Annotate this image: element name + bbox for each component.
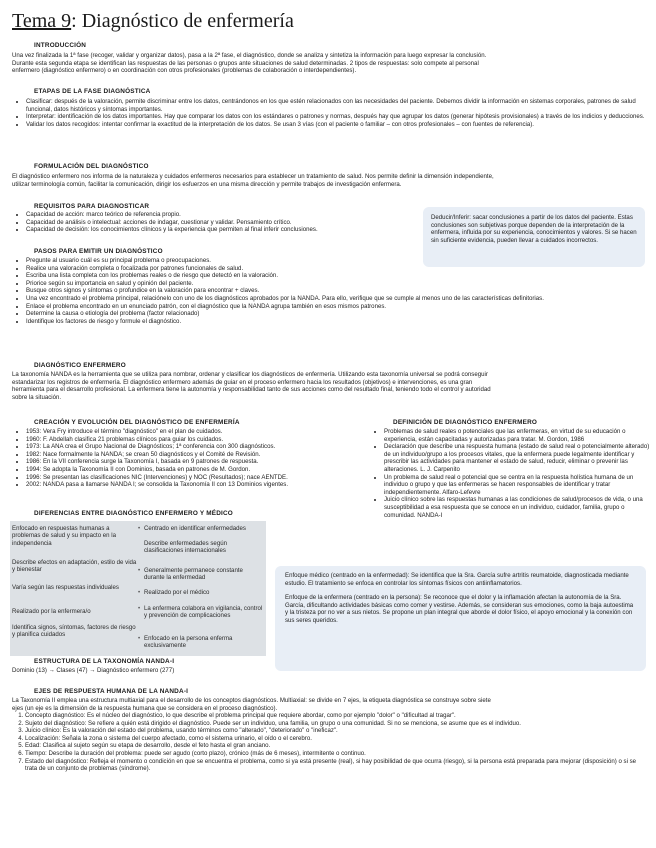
diff-left-3: Varía según las respuestas individuales — [12, 584, 119, 591]
ejes-intro-1: La Taxonomía II emplea una estructura multiaxial para el desarrollo de los conceptos diagnósticos. Multiaxial: se divide en 7 ejes, la etiqueta diagnóstica se construye sobre siete — [12, 697, 491, 704]
list-item: • 1994: Se adopta la Taxonomía II con Dominios, basada en patrones de M. Gordon. — [26, 466, 378, 474]
list-item: • Capacidad de decisión: los conocimientos clínicos y la experiencia que permiten al final inferir conclusiones. — [26, 226, 426, 234]
enfoque-medico: Enfoque médico (centrado en la enfermedad): Se identifica que la Sra. García sufre artritis reumatoide, diagnosticada mediante estudio. El tratamiento se enfoca en controlar los síntomas físicos con antiinflamatorios. — [285, 572, 629, 587]
requisitos-heading: REQUISITOS PARA DIAGNOSTICAR — [34, 203, 150, 210]
diff-arrow: • — [138, 525, 141, 532]
list-item: 6. Tiempo: Describe la duración del problema: puede ser agudo (corto plazo), crónico (más de 6 meses), intermitente o continuo. — [25, 750, 645, 758]
pasos-heading: PASOS PARA EMITIR UN DIAGNÓSTICO — [34, 248, 163, 255]
nanda-line-1: La taxonomía NANDA es la herramienta que se utiliza para nombrar, ordenar y clasificar los diagnósticos de enfermería. Utilizando esta taxonomía universal se podrá conseguir — [12, 371, 488, 378]
nanda-line-2: estandarizar los registros de enfermería. El diagnóstico enfermero además de guiar en el proceso enfermero hacia los resultados (objetivos) e intervenciones, es una gran — [12, 378, 473, 386]
ejes-intro-2: ejes (un eje es la dimensión de la respuesta humana que se considera en el proceso diagnóstico). — [12, 704, 278, 712]
requisitos-list — [14, 211, 426, 234]
list-item: • Pregunte al usuario cuál es su principal problema o preocupaciones. — [26, 257, 626, 265]
list-item: • 1960: F. Abdellah clasifica 21 problemas clínicos para guiar los cuidados. — [26, 436, 378, 444]
diff-right-3: Generalmente permanece constante durante la enfermedad — [144, 567, 243, 582]
list-item: • Escriba una lista completa con los problemas reales o de riesgo que detectó en la valoración. — [26, 272, 626, 280]
enfoque-enfermero: Enfoque de la enfermera (centrado en la persona): Se reconoce que el dolor y la inflamación afectan la autonomía de la Sra. García, dificultando actividades básicas como comer y vestirse. Además, se consideran sus emociones, como la baja autoestima y la tristeza por no ver a sus nietos. Se propone un plan integral que aborde el dolor físico, el apoyo emocional y la conexión con sus seres queridos. — [285, 594, 634, 624]
list-item: • Una vez encontrado el problema principal, relaciónelo con uno de los diagnósticos aprobados por la NANDA. Para ello, verifique que se cumple al menos uno de las características definitorias. — [26, 295, 626, 303]
list-item: • Juicio clínico sobre las respuestas humanas a las condiciones de salud/procesos de vida, o una susceptibilidad a esa respuesta que se conoce en un individuo, cuidador, familia, grupo o comunidad. NANDA-I — [384, 496, 656, 519]
ejes-list — [12, 712, 645, 773]
intro-heading: INTRODUCCIÓN — [34, 42, 87, 49]
creacion-list — [14, 428, 378, 489]
list-item: • 1953: Vera Fry introduce el término "diagnóstico" en el plan de cuidados. — [26, 428, 378, 436]
diff-left-5: Identifica signos, síntomas, factores de riesgo y planifica cuidados — [12, 624, 136, 639]
diff-right-2: Describe enfermedades según clasificaciones internacionales — [144, 540, 227, 555]
estructura-line: Dominio (13) → Clases (47) → Diagnóstico enfermero (277) — [12, 667, 175, 674]
intro-line-2: Durante esta segunda etapa se identifican las respuestas de las personas o grupos ante situaciones de salud determinadas. 2 tipos de respuestas: solo compete al personal — [12, 59, 479, 67]
list-item: • 1986: En la VII conferencia surge la Taxonomía I, basada en 9 patrones de respuesta. — [26, 458, 378, 466]
list-item: • Declaración que describe una respuesta humana (estado de salud real o potencialmente alterado) de un individuo/grupo a los procesos vitales, que la enfermera puede legalmente identificar y prescribir las actividades para mantener el estado de salud, reducir, eliminar o prevenir las alteraciones. L. J. Carpenito — [384, 443, 656, 473]
enfoque-box — [275, 566, 646, 671]
list-item: • Determine la causa o etiología del problema (factor relacionado) — [26, 310, 626, 318]
list-item: • Capacidad de acción: marco teórico de referencia propio. — [26, 211, 426, 219]
nanda-heading: DIAGNÓSTICO ENFERMERO — [34, 362, 126, 369]
list-item: 7. Estado del diagnóstico: Refleja el momento o condición en que se encuentra el problema, como si ya está presente (real), si hay posibilidad de que ocurra (riesgo), si la persona está preparada para mejorar (disposición) o si se trata de un conjunto de problemas (síndrome). — [25, 758, 645, 773]
list-item: • 1982: Nace formalmente la NANDA; se crean 50 diagnósticos y el Comité de Revisión. — [26, 451, 378, 459]
deducir-box: Deducir/Inferir: sacar conclusiones a partir de los datos del paciente. Estas conclusiones son subjetivas porque dependen de la interpretación de la enfermera, influida por su experiencia, conocimientos y valores. Si se hacen sin suficiente evidencia, pueden llevar a cuidados incorrectos. — [423, 207, 645, 267]
list-item: 5. Edad: Clasifica al sujeto según su etapa de desarrollo, desde el feto hasta el gran anciano. — [25, 742, 645, 750]
diff-right-4: Realizado por el médico — [144, 589, 210, 596]
differences-table — [10, 521, 266, 656]
definicion-list — [372, 428, 656, 519]
nanda-line-3: herramienta para el desarrollo profesional. La enfermera tiene la autonomía y responsabilidad tanto de sus acciones como del resultado final, teniendo todo el control y autoridad — [12, 386, 491, 394]
list-item: • Validar los datos recogidos: intentar confirmar la exactitud de la interpretación de los datos. Se usan 3 vías (con el paciente o familiar – con otros profesionales – con fuentes de referencia). — [26, 121, 656, 129]
diff-left-2: Describe efectos en adaptación, estilo de vida y bienestar — [12, 559, 137, 574]
diferencias-heading: DIFERENCIAS ENTRE DIAGNÓSTICO ENFERMERO Y MÉDICO — [34, 510, 233, 517]
title-prefix: Tema 9 — [12, 10, 72, 32]
page-title — [12, 9, 294, 33]
list-item: 3. Juicio clínico: Es la valoración del estado del problema, usando términos como "alterado", "deteriorado" o "ineficaz". — [25, 727, 645, 735]
list-item: • Busque otros signos y síntomas o profundice en la valoración para encontrar + claves. — [26, 287, 626, 295]
creacion-heading: CREACIÓN Y EVOLUCIÓN DEL DIAGNÓSTICO DE ENFERMERÍA — [34, 419, 240, 426]
diff-left-4: Realizado por la enfermera/o — [12, 608, 91, 615]
diff-left-1: Enfocado en respuestas humanas a problemas de salud y su impacto en la independencia — [12, 525, 116, 547]
definicion-heading: DEFINICIÓN DE DIAGNÓSTICO ENFERMERO — [393, 419, 538, 426]
list-item: • Capacidad de análisis o intelectual: acciones de indagar, cuestionar y validar. Pensamiento crítico. — [26, 219, 426, 227]
intro-line-3: enfermero (diagnóstico enfermero) o en coordinación con otros profesionales (problemas de colaboración o interdependientes). — [12, 67, 357, 75]
list-item: 4. Localización: Señala la zona o sistema del cuerpo afectado, como el sistema urinario, el oído o el cerebro. — [25, 735, 645, 743]
title-rest: : Diagnóstico de enfermería — [71, 10, 294, 32]
formulacion-line-2: utilizar terminología común, facilitar la comunicación, dirigir los esfuerzos en una misma dirección y permite trabajos de investigación enfermera. — [12, 180, 402, 188]
etapas-list — [14, 98, 656, 128]
list-item: • Un problema de salud real o potencial que se centra en la respuesta holística humana de un individuo o grupo y que las enfermeras se hacen responsables de identificar y tratar independientemente. Alfaro-Lefevre — [384, 474, 656, 497]
ejes-heading: EJES DE RESPUESTA HUMANA DE LA NANDA-I — [34, 688, 189, 695]
formulacion-heading: FORMULACIÓN DEL DIAGNÓSTICO — [34, 163, 149, 170]
list-item: • Identifique los factores de riesgo y formule el diagnóstico. — [26, 318, 626, 326]
list-item: • Interpretar: identificación de los datos importantes. Hay que comparar los datos con los estándares o patrones y normas, después hay que agrupar los datos (generar hipótesis provisionales) a través de los indicios y deducciones. — [26, 113, 656, 121]
nanda-line-4: sobre la situación. — [12, 393, 62, 401]
list-item: • Clasificar: después de la valoración, permite discriminar entre los datos, centrándonos en los que estén relacionados con las necesidades del paciente. Debemos dividir la información en sistemas corporales, patrones de salud funcional, datos históricos y síntomas importantes. — [26, 98, 656, 113]
list-item: 2. Sujeto del diagnóstico: Se refiere a quién está dirigido el diagnóstico. Puede ser un individuo, una familia, un grupo o una comunidad. Si no se menciona, se asume que es el individuo. — [25, 720, 645, 728]
list-item: • Problemas de salud reales o potenciales que las enfermeras, en virtud de su educación o experiencia, están capacitadas y autorizadas para tratar. M. Gordon, 1986 — [384, 428, 656, 443]
etapas-heading: ETAPAS DE LA FASE DIAGNÓSTICA — [34, 88, 151, 95]
list-item: • 1973: La ANA crea el Grupo Nacional de Diagnósticos; 1ª conferencia con 300 diagnósticos. — [26, 443, 378, 451]
intro-line-1: Una vez finalizada la 1ª fase (recoger, validar y organizar datos), pasa a la 2ª fase, el diagnóstico, donde se analiza y sintetiza la información para luego expresar la conclusión. — [12, 52, 487, 59]
pasos-list — [14, 257, 626, 325]
list-item: 1. Concepto diagnóstico: Es el núcleo del diagnóstico, lo que describe el problema principal que requiere abordar, como por ejemplo "dolor" o "dificultad al tragar". — [25, 712, 645, 720]
estructura-heading: ESTRUCTURA DE LA TAXONOMÍA NANDA-I — [34, 658, 175, 665]
list-item: • Realice una valoración completa o focalizada por patrones funcionales de salud. — [26, 265, 626, 273]
list-item: • 2002: NANDA pasa a llamarse NANDA I; se consolida la Taxonomía II con 13 Dominios vigentes. — [26, 481, 378, 489]
diff-arrow: • — [138, 567, 141, 574]
list-item: • Enlace el problema encontrado en un enunciado patrón, con el diagnóstico que la NANDA agrupa también en esos mismos patrones. — [26, 303, 626, 311]
diff-right-6: Enfocado en la persona enferma exclusivamente — [144, 635, 233, 650]
diff-arrow: • — [138, 589, 141, 596]
formulacion-line-1: El diagnóstico enfermero nos informa de la naturaleza y cuidados enfermeros necesarios para establecer un tratamiento de salud. Nos permite definir la dimensión independiente, — [12, 173, 494, 180]
list-item: • Priorice según su importancia en salud y opinión del paciente. — [26, 280, 626, 288]
diff-arrow: • — [138, 635, 141, 642]
diff-right-1: Centrado en identificar enfermedades — [144, 525, 246, 532]
list-item: • 1996: Se presentan las clasificaciones NIC (Intervenciones) y NOC (Resultados); nace AENTDE. — [26, 474, 378, 482]
diff-arrow: • — [138, 605, 141, 612]
diff-right-5: La enfermera colabora en vigilancia, control y prevención de complicaciones — [144, 605, 263, 620]
